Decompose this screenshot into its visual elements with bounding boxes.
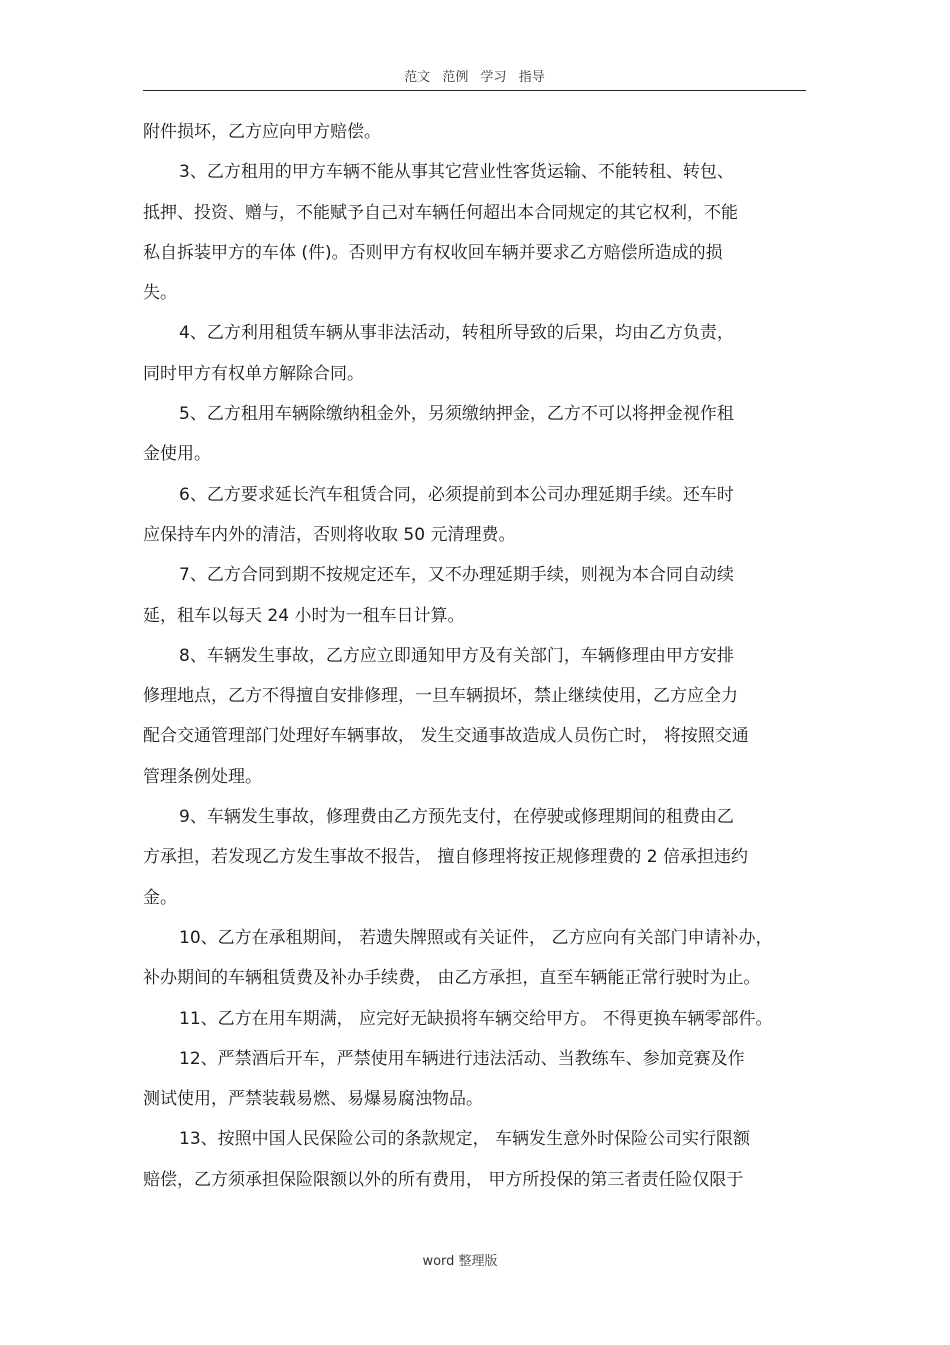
text-line: 5、乙方租用车辆除缴纳租金外，另须缴纳押金，乙方不可以将押金视作租 xyxy=(179,404,734,425)
text-line: 同时甲方有权单方解除合同。 xyxy=(143,363,364,384)
text-line: 补办期间的车辆租赁费及补办手续费， 由乙方承担，直至车辆能正常行驶时为止。 xyxy=(143,968,761,989)
text-line: 9、车辆发生事故，修理费由乙方预先支付，在停驶或修理期间的租费由乙 xyxy=(179,807,734,828)
clause-10 xyxy=(143,918,813,999)
clause-12 xyxy=(143,1039,813,1120)
text-line: 延，租车以每天 24 小时为一租车日计算。 xyxy=(143,605,465,626)
text-line: 金。 xyxy=(143,887,177,908)
text-line: 修理地点，乙方不得擅自安排修理，一旦车辆损坏，禁止继续使用，乙方应全力 xyxy=(143,686,738,707)
page-header xyxy=(143,68,806,91)
clause-7 xyxy=(143,555,813,636)
text-line: 应保持车内外的清洁，否则将收取 50 元清理费。 xyxy=(143,524,516,545)
clause-9 xyxy=(143,797,813,918)
page-footer xyxy=(0,1250,950,1269)
text-line: 8、车辆发生事故，乙方应立即通知甲方及有关部门，车辆修理由甲方安排 xyxy=(179,645,734,666)
clause-13 xyxy=(143,1119,813,1200)
clause-11 xyxy=(143,999,813,1039)
text-line: 测试使用，严禁装载易燃、易爆易腐浊物品。 xyxy=(143,1089,483,1110)
clause-5 xyxy=(143,394,813,475)
paragraph-continuation xyxy=(143,112,813,152)
text-line: 6、乙方要求延长汽车租赁合同，必须提前到本公司办理延期手续。还车时 xyxy=(179,484,734,505)
text-line: 11、乙方在用车期满， 应完好无缺损将车辆交给甲方。 不得更换车辆零部件。 xyxy=(179,1008,773,1029)
text-line: 失。 xyxy=(143,283,177,304)
text-line: 13、按照中国人民保险公司的条款规定， 车辆发生意外时保险公司实行限额 xyxy=(179,1129,751,1150)
text-line: 7、乙方合同到期不按规定还车，又不办理延期手续，则视为本合同自动续 xyxy=(179,565,734,586)
text-line: 附件损坏，乙方应向甲方赔偿。 xyxy=(143,122,381,142)
text-line: 10、乙方在承租期间， 若遗失牌照或有关证件， 乙方应向有关部门申请补办， xyxy=(179,927,773,948)
text-line: 方承担，若发现乙方发生事故不报告， 擅自修理将按正规修理费的 2 倍承担违约 xyxy=(143,847,749,868)
footer-text: word 整理版 xyxy=(422,1254,498,1269)
document-body xyxy=(143,112,813,1200)
text-line: 抵押、投资、赠与，不能赋予自己对车辆任何超出本合同规定的其它权利，不能 xyxy=(143,202,738,223)
header-text: 范文 范例 学习 指导 xyxy=(404,70,545,85)
text-line: 3、乙方租用的甲方车辆不能从事其它营业性客货运输、不能转租、转包、 xyxy=(179,162,734,183)
text-line: 金使用。 xyxy=(143,444,211,465)
clause-8 xyxy=(143,636,813,797)
text-line: 12、严禁酒后开车，严禁使用车辆进行违法活动、当教练车、参加竞赛及作 xyxy=(179,1048,745,1069)
text-line: 赔偿，乙方须承担保险限额以外的所有费用， 甲方所投保的第三者责任险仅限于 xyxy=(143,1169,744,1190)
text-line: 管理条例处理。 xyxy=(143,766,262,787)
clause-6 xyxy=(143,475,813,556)
text-line: 私自拆装甲方的车体 (件)。否则甲方有权收回车辆并要求乙方赔偿所造成的损 xyxy=(143,242,723,263)
clause-4 xyxy=(143,313,813,394)
text-line: 配合交通管理部门处理好车辆事故， 发生交通事故造成人员伤亡时， 将按照交通 xyxy=(143,726,749,747)
clause-3 xyxy=(143,152,813,313)
text-line: 4、乙方利用租赁车辆从事非法活动，转租所导致的后果，均由乙方负责， xyxy=(179,323,734,344)
